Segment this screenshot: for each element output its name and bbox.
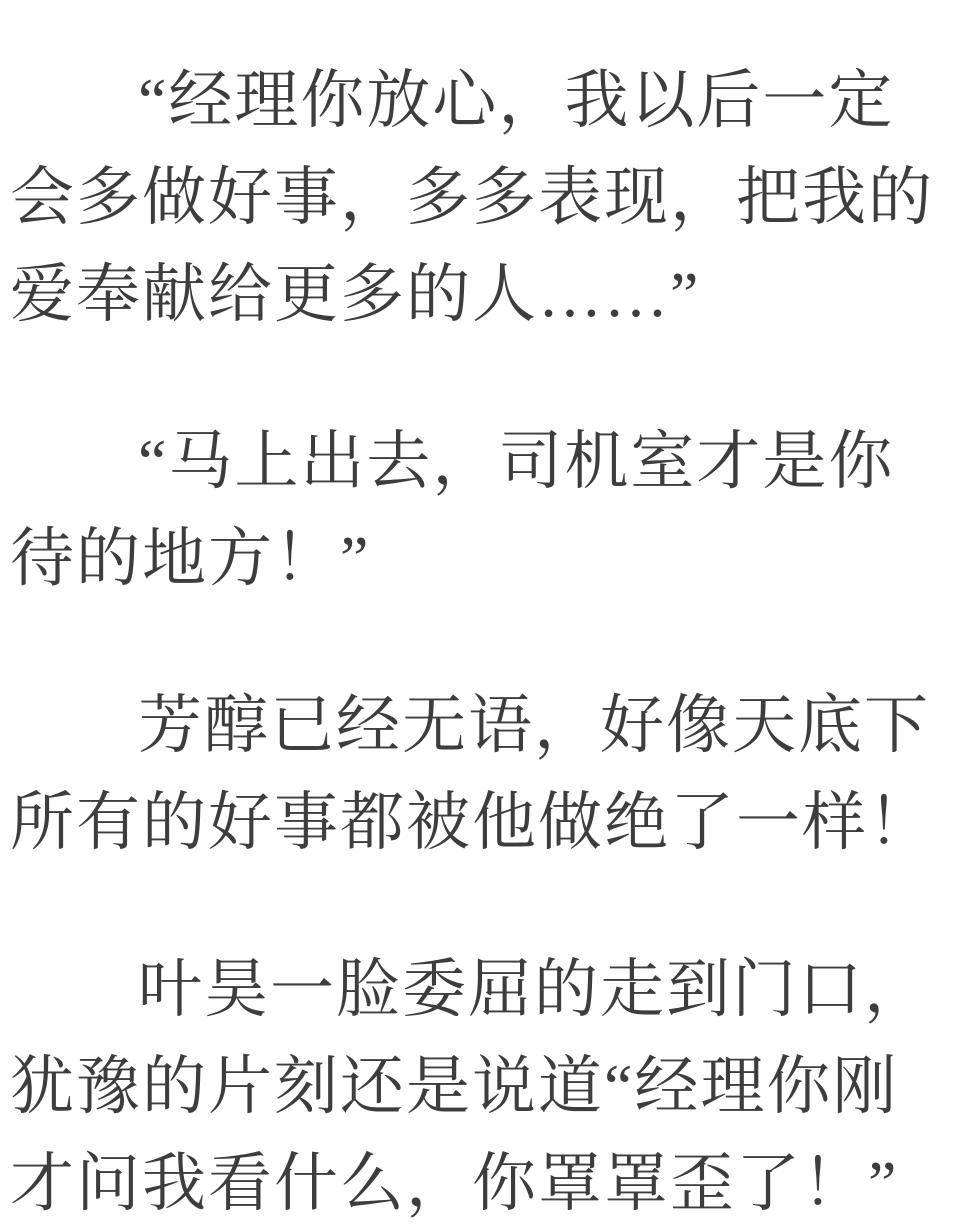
novel-paragraph-4: 叶昊一脸委屈的走到门口，犹豫的片刻还是说道“经理你刚才问我看什么，你罩罩歪了！” (10, 954, 930, 1219)
novel-paragraph-1: “经理你放心，我以后一定会多做好事，多多表现，把我的爱奉献给更多的人……” (10, 65, 934, 330)
novel-paragraph-3: 芳醇已经无语，好像天底下所有的好事都被他做绝了一样！ (10, 690, 934, 858)
novel-paragraph-2: “马上出去，司机室才是你待的地方！” (10, 426, 895, 594)
